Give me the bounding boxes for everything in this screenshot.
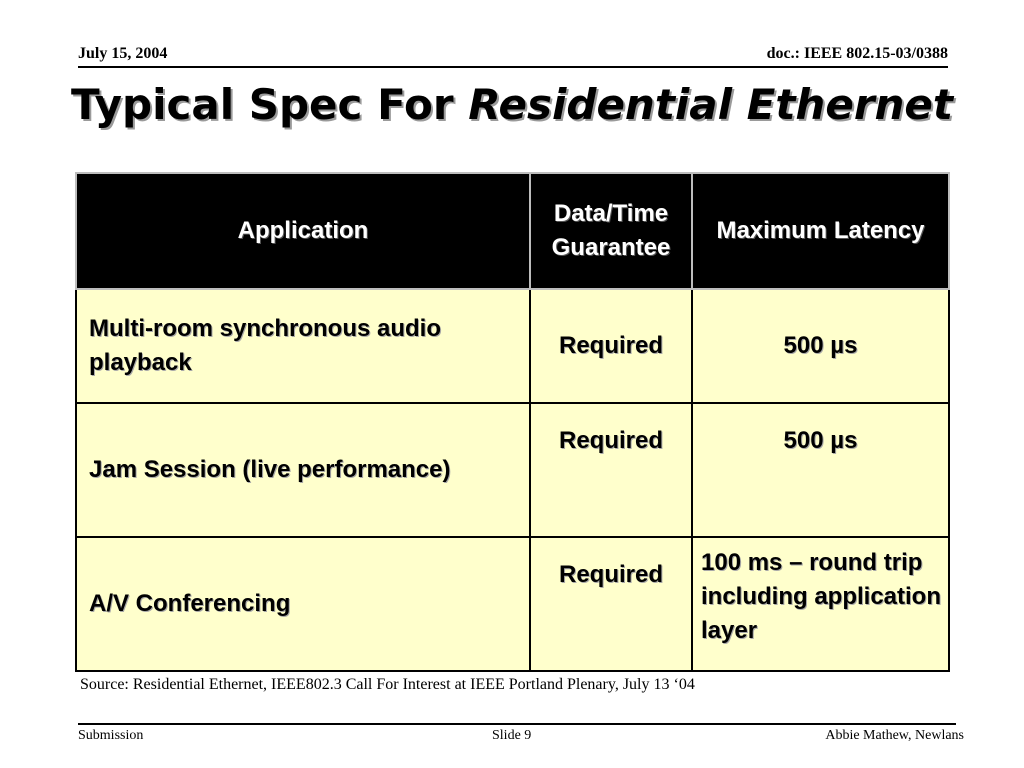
header-rule [78, 66, 948, 68]
footer-slide-number: Slide 9 [492, 728, 532, 743]
column-header-application: Application [76, 173, 530, 289]
table-header-row [76, 173, 949, 289]
footer-submission: Submission [78, 728, 144, 743]
slide-title [0, 80, 1024, 129]
column-header-latency: Maximum Latency [692, 173, 949, 289]
title-plain: Typical Spec For [70, 80, 469, 129]
title-italic: Residential Ethernet [468, 80, 953, 129]
cell-latency: 100 ms – round trip including application layer [692, 537, 949, 671]
cell-application: Multi-room synchronous audio playback [76, 289, 530, 403]
cell-guarantee: Required [530, 403, 692, 537]
cell-application: Jam Session (live performance) [76, 403, 530, 537]
header-date: July 15, 2004 [78, 45, 168, 62]
column-header-guarantee: Data/Time Guarantee [530, 173, 692, 289]
cell-latency: 500 µs [692, 289, 949, 403]
cell-guarantee: Required [530, 289, 692, 403]
cell-guarantee: Required [530, 537, 692, 671]
source-note: Source: Residential Ethernet, IEEE802.3 Call For Interest at IEEE Portland Plenary, July 13 ‘04 [80, 676, 695, 693]
cell-latency: 500 µs [692, 403, 949, 537]
table-row [76, 403, 949, 537]
table-row [76, 537, 949, 671]
cell-application: A/V Conferencing [76, 537, 530, 671]
footer-author: Abbie Mathew, Newlans [825, 728, 964, 743]
spec-table [75, 172, 950, 672]
table-row [76, 289, 949, 403]
header-doc-id: doc.: IEEE 802.15-03/0388 [766, 45, 948, 62]
footer-rule [78, 723, 956, 725]
